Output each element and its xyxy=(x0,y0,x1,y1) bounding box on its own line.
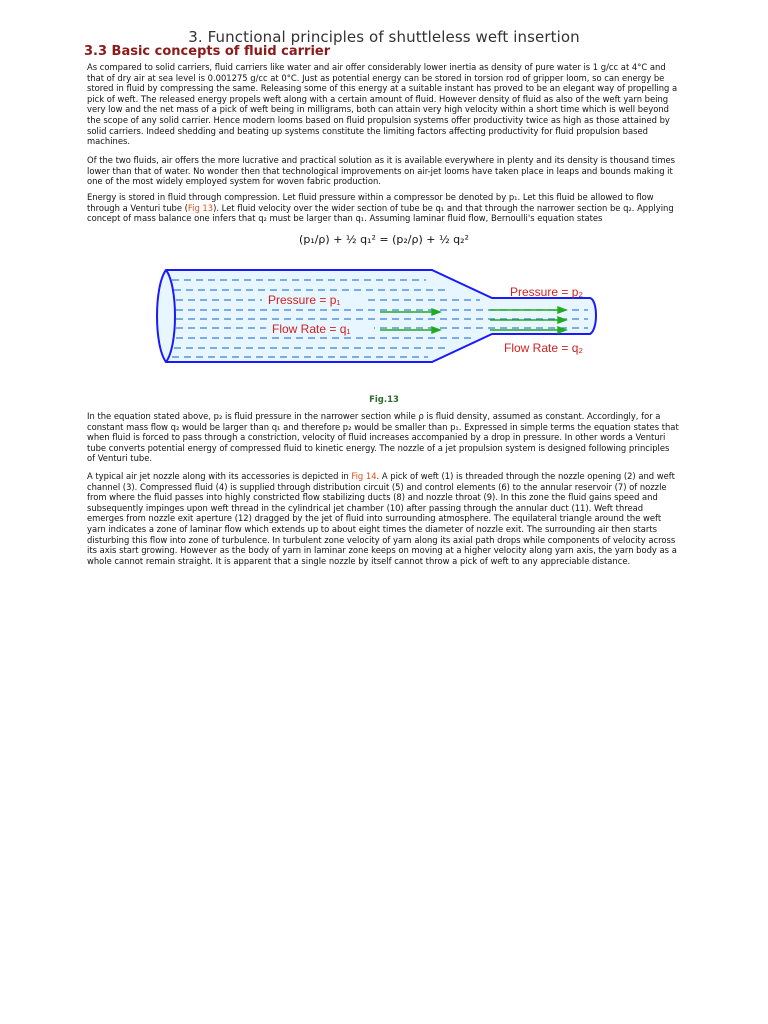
paragraph-5 xyxy=(87,471,679,566)
paragraph-2: Of the two fluids, air offers the more lucrative and practical solution as it is available everywhere in plenty and its density is thousand times lower than that of water. No wonder then that technological improvements on air-jet looms have taken place in leaps and bounds making it one of the most widely employed system for woven fabric production. xyxy=(87,155,676,187)
figure-13-caption: Fig.13 xyxy=(369,395,399,405)
equation-equals: = xyxy=(375,233,393,246)
equation-lhs: (p₁/ρ) + ½ q₁² xyxy=(299,233,376,246)
paragraph-3 xyxy=(87,192,679,224)
paragraph-3-text-a: Energy is stored in fluid through compression. Let fluid pressure within a compressor be denoted by p₁. Let this fluid be allowed to flow through a Venturi tube ( xyxy=(87,192,654,213)
paragraph-5-text-b: . A pick of weft (1) is threaded through the nozzle opening (2) and weft channel (3). Compressed fluid (4) is supplied through distribution circuit (5) and control elements (6) to the annular reservoir (7) of nozzle from where the fluid passes into highly constricted flow stabilizing ducts (8) and nozzle throat (9). In this zone the fluid gains speed and subsequently impinges upon weft thread in the cylindrical jet chamber (10) after passing through the annular duct (11). Weft thread emerges from nozzle exit aperture (12) dragged by the jet of fluid into surrounding atmosphere. The equilateral triangle around the weft yarn indicates a zone of laminar flow which extends up to about eight times the diameter of nozzle exit. The surrounding air then starts disturbing this flow into zone of turbulence. In turbulent zone velocity of yarn along its axial path drops while components of velocity across its axis start growing. However as the body of yarn in laminar zone keeps on moving at a higher velocity along yarn axis, the yarn body as a whole cannot remain straight. It is apparent that a single nozzle by itself cannot throw a pick of weft to any appreciable distance. xyxy=(87,471,677,566)
paragraph-1: As compared to solid carriers, fluid carriers like water and air offer considerably lower inertia as density of pure water is 1 g/cc at 4°C and that of dry air at sea level is 0.001275 g/cc at 0°C. Just as potential energy can be stored in torsion rod of gripper loom, so can energy be stored in fluid by compressing the same. Releasing some of this energy at a suitable instant has proved to be an elegant way of propelling a pick of weft. The released energy propels weft along with a certain amount of fluid. However density of fluid as also of the weft yarn being very low and the net mass of a pick of weft being in milligrams, both can attain very high velocity within a short time which is well beyond the scope of any solid carrier. Hence modern looms based on fluid propulsion systems offer productivity twice as high as those attained by solid carriers. Indeed shedding and beating up systems constitute the limiting factors affecting productivity for fluid propulsion based machines. xyxy=(87,62,678,147)
label-flow-rate-q2: Flow Rate = q₂ xyxy=(504,341,584,355)
paragraph-4: In the equation stated above, p₂ is fluid pressure in the narrower section while ρ is fluid density, assumed as constant. Accordingly, for a constant mass flow q₂ would be larger than q₁ and therefore p₂ would be smaller than p₁. Expressed in simple terms the equation states that when fluid is forced to pass through a constriction, velocity of fluid increases accompanied by a drop in pressure. In other words a Venturi tube converts potential energy of compressed fluid to kinetic energy. The nozzle of a jet propulsion system is designed following principles of Venturi tube. xyxy=(87,411,679,464)
paragraph-3-text-b: ). Let fluid velocity over the wider section of tube be q₁ and that through the narrower section be q₂. Applying concept of mass balance one infers that q₂ must be larger than q₁. Assuming laminar fluid flow, Bernoulli's equation states xyxy=(87,202,674,224)
section-heading: 3.3 Basic concepts of fluid carrier xyxy=(84,44,331,59)
paragraph-5-text-a: A typical air jet nozzle along with its accessories is depicted in xyxy=(87,471,352,481)
page-title: 3. Functional principles of shuttleless weft insertion xyxy=(188,28,580,46)
venturi-tube-figure xyxy=(150,266,610,366)
label-flow-rate-q1: Flow Rate = q₁ xyxy=(272,322,351,336)
fig13-reference-link[interactable]: Fig 13 xyxy=(187,202,214,213)
fig14-reference-link[interactable]: Fig 14 xyxy=(351,471,377,481)
label-pressure-p2: Pressure = p₂ xyxy=(510,285,584,299)
bernoulli-equation xyxy=(0,233,768,246)
equation-rhs: (p₂/ρ) + ½ q₂² xyxy=(392,233,469,246)
label-pressure-p1: Pressure = p₁ xyxy=(268,293,341,307)
